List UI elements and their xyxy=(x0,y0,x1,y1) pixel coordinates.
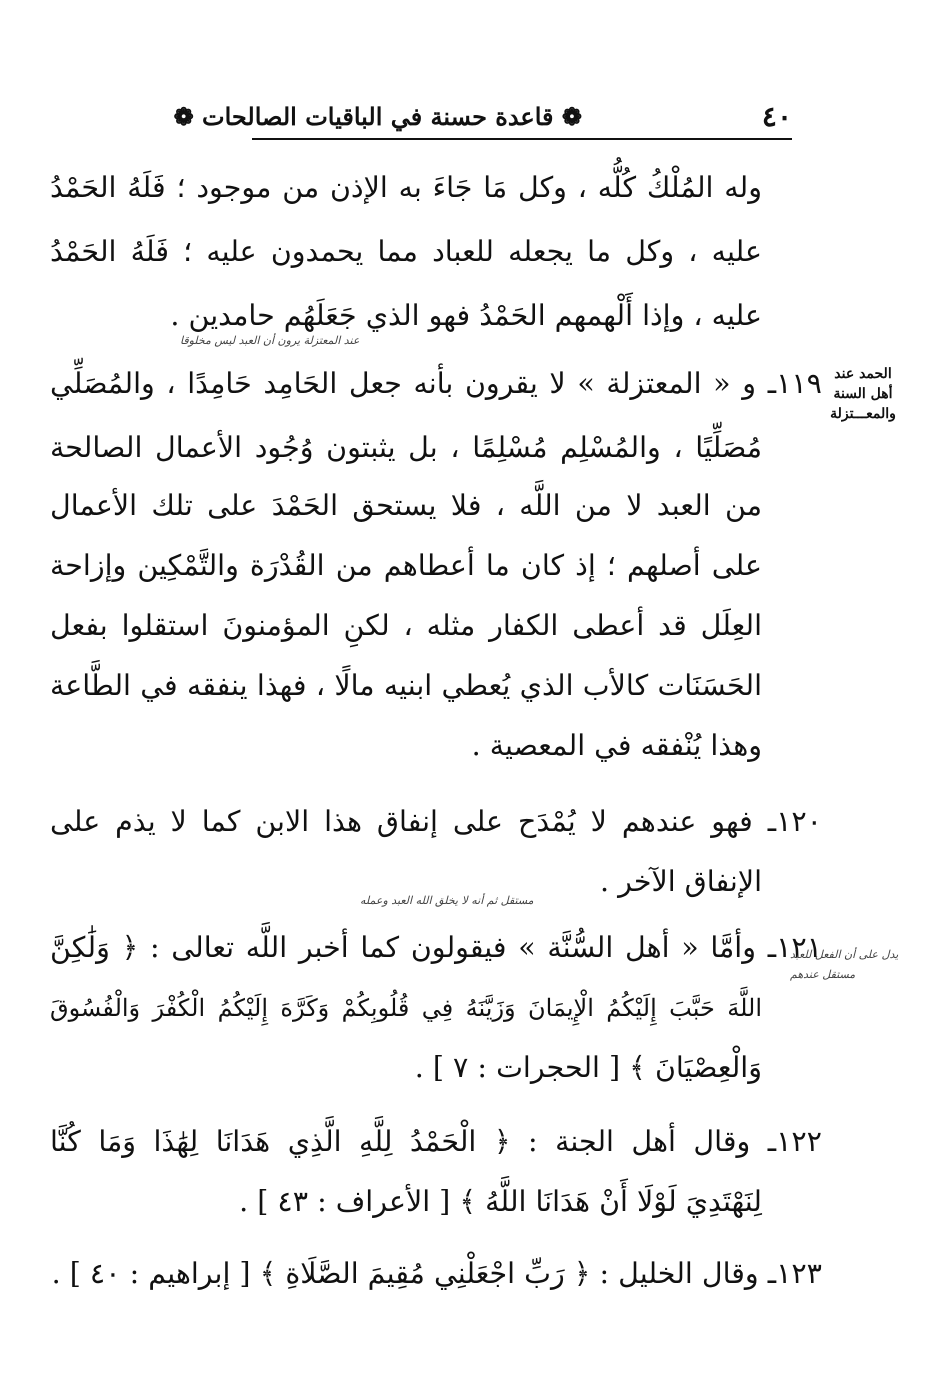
text-line: العِلَل قد أعطى الكفار مثله ، لكنِ المؤمنونَ استقلوا بفعل xyxy=(50,609,762,642)
text-line: فهو عندهم لا يُمْدَح على إنفاق هذا الابن كما لا يذم على xyxy=(50,805,753,838)
handwritten-note: عند المعتزلة يرون أن العبد ليس مخلوقا xyxy=(180,334,360,347)
margin-note-line: الحمد عند xyxy=(834,366,892,382)
header-rule xyxy=(252,138,792,140)
page-number: ٤٠ xyxy=(761,100,792,133)
text-line: وقال أهل الجنة : ﴿ الْحَمْدُ لِلَّهِ الَّذِي هَدَانَا لِهَٰذَا وَمَا كُنَّا xyxy=(50,1125,751,1158)
text-line: عليه ، وإذا أَلْهمهم الحَمْدُ فهو الذي جَعَلَهُم حامدين . xyxy=(170,299,762,332)
margin-note-line: والمعـــتزلة xyxy=(830,406,896,422)
paragraph-119-line xyxy=(50,364,822,404)
text-line: الإنفاق الآخر . xyxy=(599,865,762,898)
handwritten-note: مستقل ثم أنه لا يخلق الله العبد وعمله xyxy=(360,894,534,907)
paragraph-120-line xyxy=(50,802,822,842)
margin-note-line: أهل السنة xyxy=(833,386,893,402)
text-line: وأمَّا « أهل السُّنَّة » فيقولون كما أخبر اللَّه تعالى : ﴿ وَلَٰكِنَّ xyxy=(50,931,756,964)
text-line: لِنَهْتَدِيَ لَوْلَا أَنْ هَدَانَا اللَّهُ ﴾ [ الأعراف : ٤٣ ] . xyxy=(239,1185,762,1218)
text-line: وله المُلْكُ كُلُّه ، وكل مَا جَاءَ به الإذن من موجود ؛ فَلَهُ الحَمْدُ xyxy=(50,171,762,204)
text-line: اللَّهَ حَبَّبَ إِلَيْكُمُ الْإِيمَانَ وَزَيَّنَهُ فِي قُلُوبِكُمْ وَكَرَّهَ إِلَيْكُمُ الْكُفْرَ وَالْفُسُوقَ xyxy=(50,994,762,1022)
handwritten-note: مستقل عندهم xyxy=(790,968,856,981)
text-line: مُصَلِّيًا ، والمُسْلِم مُسْلِمًا ، بل يثبتون وُجُود الأعمال الصالحة xyxy=(50,431,762,464)
paragraph-122-line xyxy=(50,1122,822,1162)
text-line: على أصلهم ؛ إذ كان ما أعطاهم من القُدْرَة والتَّمْكِين وإزاحة xyxy=(50,549,762,582)
running-title: ❁ قاعدة حسنة في الباقيات الصالحات ❁ xyxy=(173,102,582,131)
paragraph-number: ١٢٠ـ xyxy=(767,805,822,838)
paragraph-121-line xyxy=(50,928,822,968)
paragraph-number: ١٢٢ـ xyxy=(767,1125,822,1158)
text-line: و « المعتزلة » لا يقرون بأنه جعل الحَامِد حَامِدًا ، والمُصَلِّي xyxy=(50,367,757,400)
text-line: من العبد لا من اللَّه ، فلا يستحق الحَمْدَ على تلك الأعمال xyxy=(50,489,762,522)
text-line: وهذا يُنْفقه في المعصية . xyxy=(471,729,762,762)
page-header xyxy=(173,94,792,142)
paragraph-number: ١٢١ـ xyxy=(767,931,823,964)
text-line: الحَسَنَات كالأب الذي يُعطي ابنيه مالًا ، فهذا ينفقه في الطَّاعة xyxy=(50,669,762,702)
handwritten-note: يدل على أن الفعل للعبد xyxy=(790,948,899,961)
paragraph-number: ١٢٣ـ xyxy=(767,1257,822,1290)
text-line: وَالْعِصْيَانَ ﴾ [ الحجرات : ٧ ] . xyxy=(414,1051,762,1084)
paragraph-number: ١١٩ـ xyxy=(767,367,822,400)
text-line: وقال الخليل : ﴿ رَبِّ اجْعَلْنِي مُقِيمَ الصَّلَاةِ ﴾ [ إبراهيم : ٤٠ ] . xyxy=(51,1257,759,1290)
margin-note xyxy=(818,364,908,424)
text-line: عليه ، وكل ما يجعله للعباد مما يحمدون عليه ؛ فَلَهُ الحَمْدُ xyxy=(50,235,762,268)
paragraph-123-line xyxy=(52,1254,822,1294)
